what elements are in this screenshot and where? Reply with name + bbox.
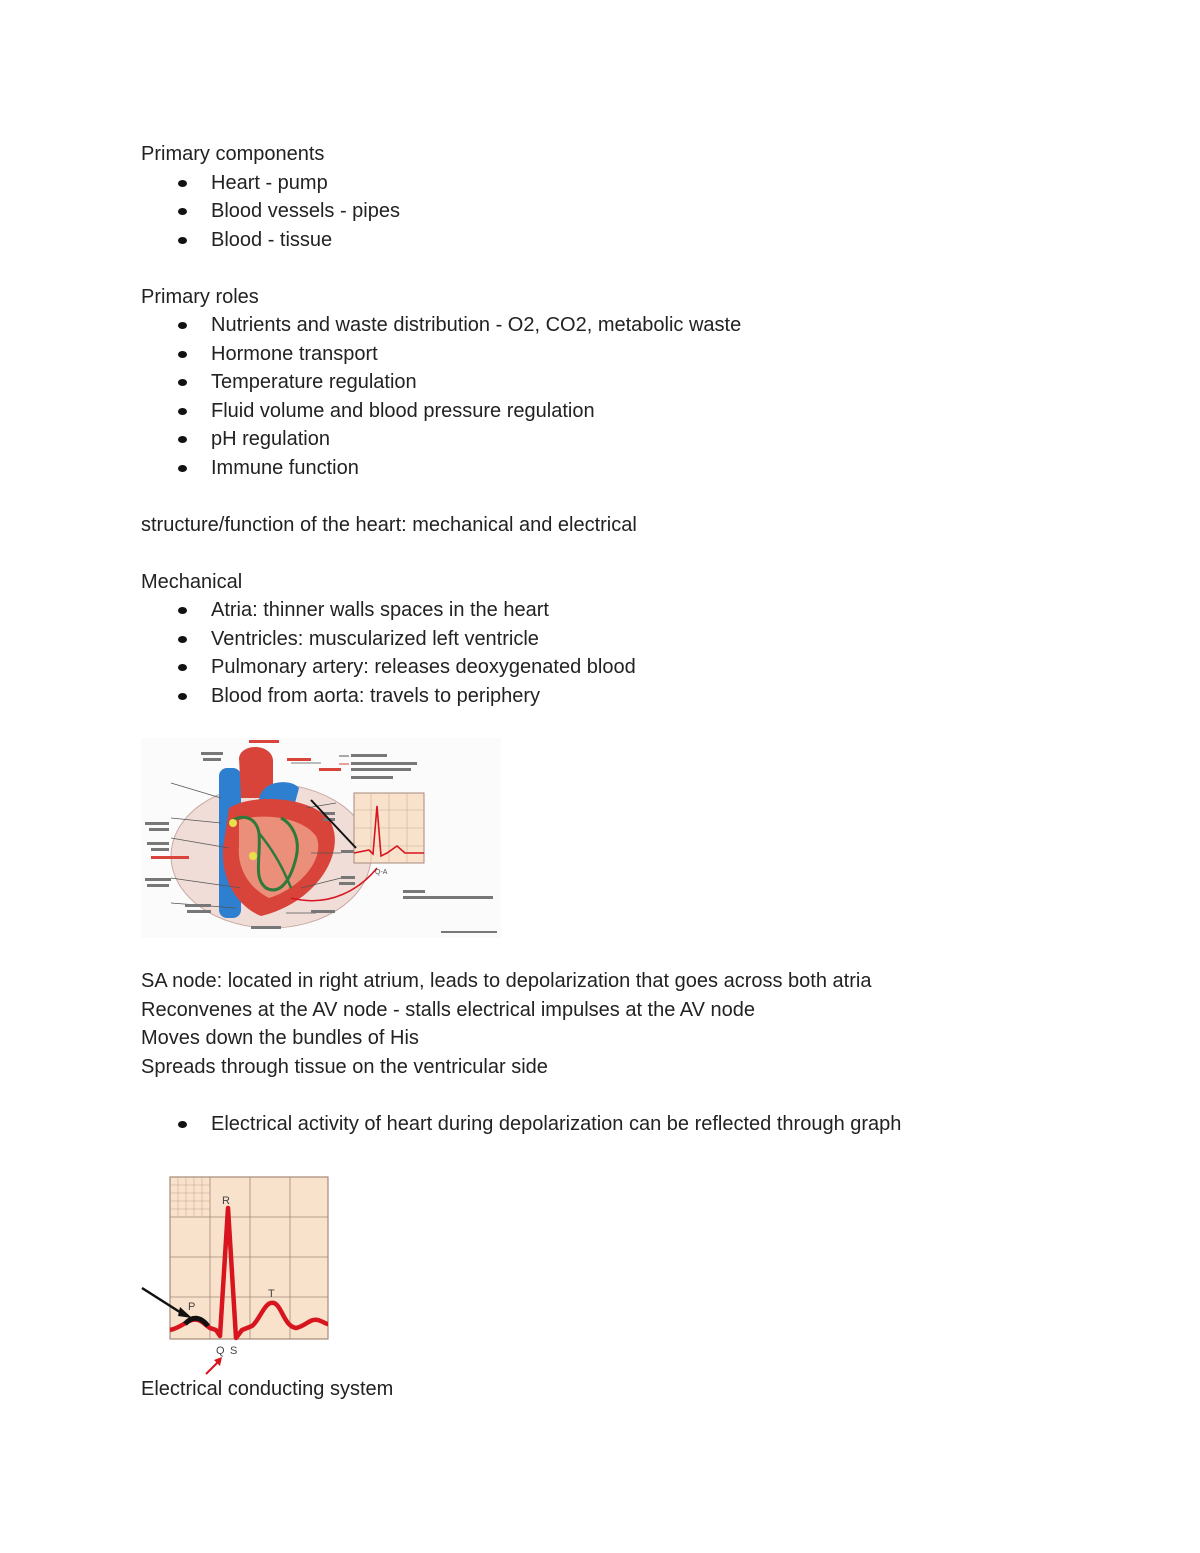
list-item: Nutrients and waste distribution - O2, CO2, metabolic waste — [141, 311, 1101, 340]
q-wave-label: Q — [216, 1345, 225, 1357]
primary-roles-list — [141, 311, 1101, 482]
list-item: Heart - pump — [141, 169, 1101, 198]
list-item: pH regulation — [141, 425, 1101, 454]
heart-conduction-figure — [141, 738, 501, 938]
text-line: Moves down the bundles of His — [141, 1027, 419, 1049]
ecg-figure — [140, 1160, 335, 1375]
list-item: Electrical activity of heart during depolarization can be reflected through graph — [141, 1110, 1101, 1139]
note-page — [141, 140, 1101, 710]
list-item: Atria: thinner walls spaces in the heart — [141, 596, 1101, 625]
text-line: Reconvenes at the AV node - stalls electrical impulses at the AV node — [141, 998, 756, 1021]
inset-caption: Q-A — [375, 869, 388, 876]
text-line: Spreads through tissue on the ventricular side — [141, 1055, 548, 1078]
list-item: Hormone transport — [141, 340, 1101, 369]
ecg-bullet-list — [141, 1110, 1101, 1139]
mechanical-list — [141, 596, 1101, 710]
conduction-section — [141, 967, 1101, 1138]
primary-components-heading: Primary components — [141, 143, 325, 165]
list-item: Blood vessels - pipes — [141, 197, 1101, 226]
list-item: Blood from aorta: travels to periphery — [141, 682, 1101, 711]
list-item: Pulmonary artery: releases deoxygenated blood — [141, 653, 1101, 682]
primary-components-list — [141, 169, 1101, 255]
heart-illustration — [141, 738, 501, 938]
t-wave-label: T — [268, 1288, 275, 1300]
s-wave-label: S — [230, 1345, 238, 1357]
list-item: Blood - tissue — [141, 226, 1101, 255]
text-line: SA node: located in right atrium, leads to depolarization that goes across both atria — [141, 970, 872, 992]
ecg-grid-background — [170, 1177, 328, 1339]
list-item: Temperature regulation — [141, 368, 1101, 397]
primary-roles-heading: Primary roles — [141, 285, 259, 308]
p-wave-label: P — [188, 1301, 196, 1313]
mechanical-heading: Mechanical — [141, 570, 243, 593]
list-item: Immune function — [141, 454, 1101, 483]
electrical-conducting-system-line: Electrical conducting system — [141, 1378, 394, 1400]
ecg-illustration — [140, 1160, 335, 1375]
list-item: Ventricles: muscularized left ventricle — [141, 625, 1101, 654]
list-item: Fluid volume and blood pressure regulation — [141, 397, 1101, 426]
r-wave-label: R — [222, 1195, 230, 1207]
structure-function-line: structure/function of the heart: mechanical and electrical — [141, 513, 637, 536]
